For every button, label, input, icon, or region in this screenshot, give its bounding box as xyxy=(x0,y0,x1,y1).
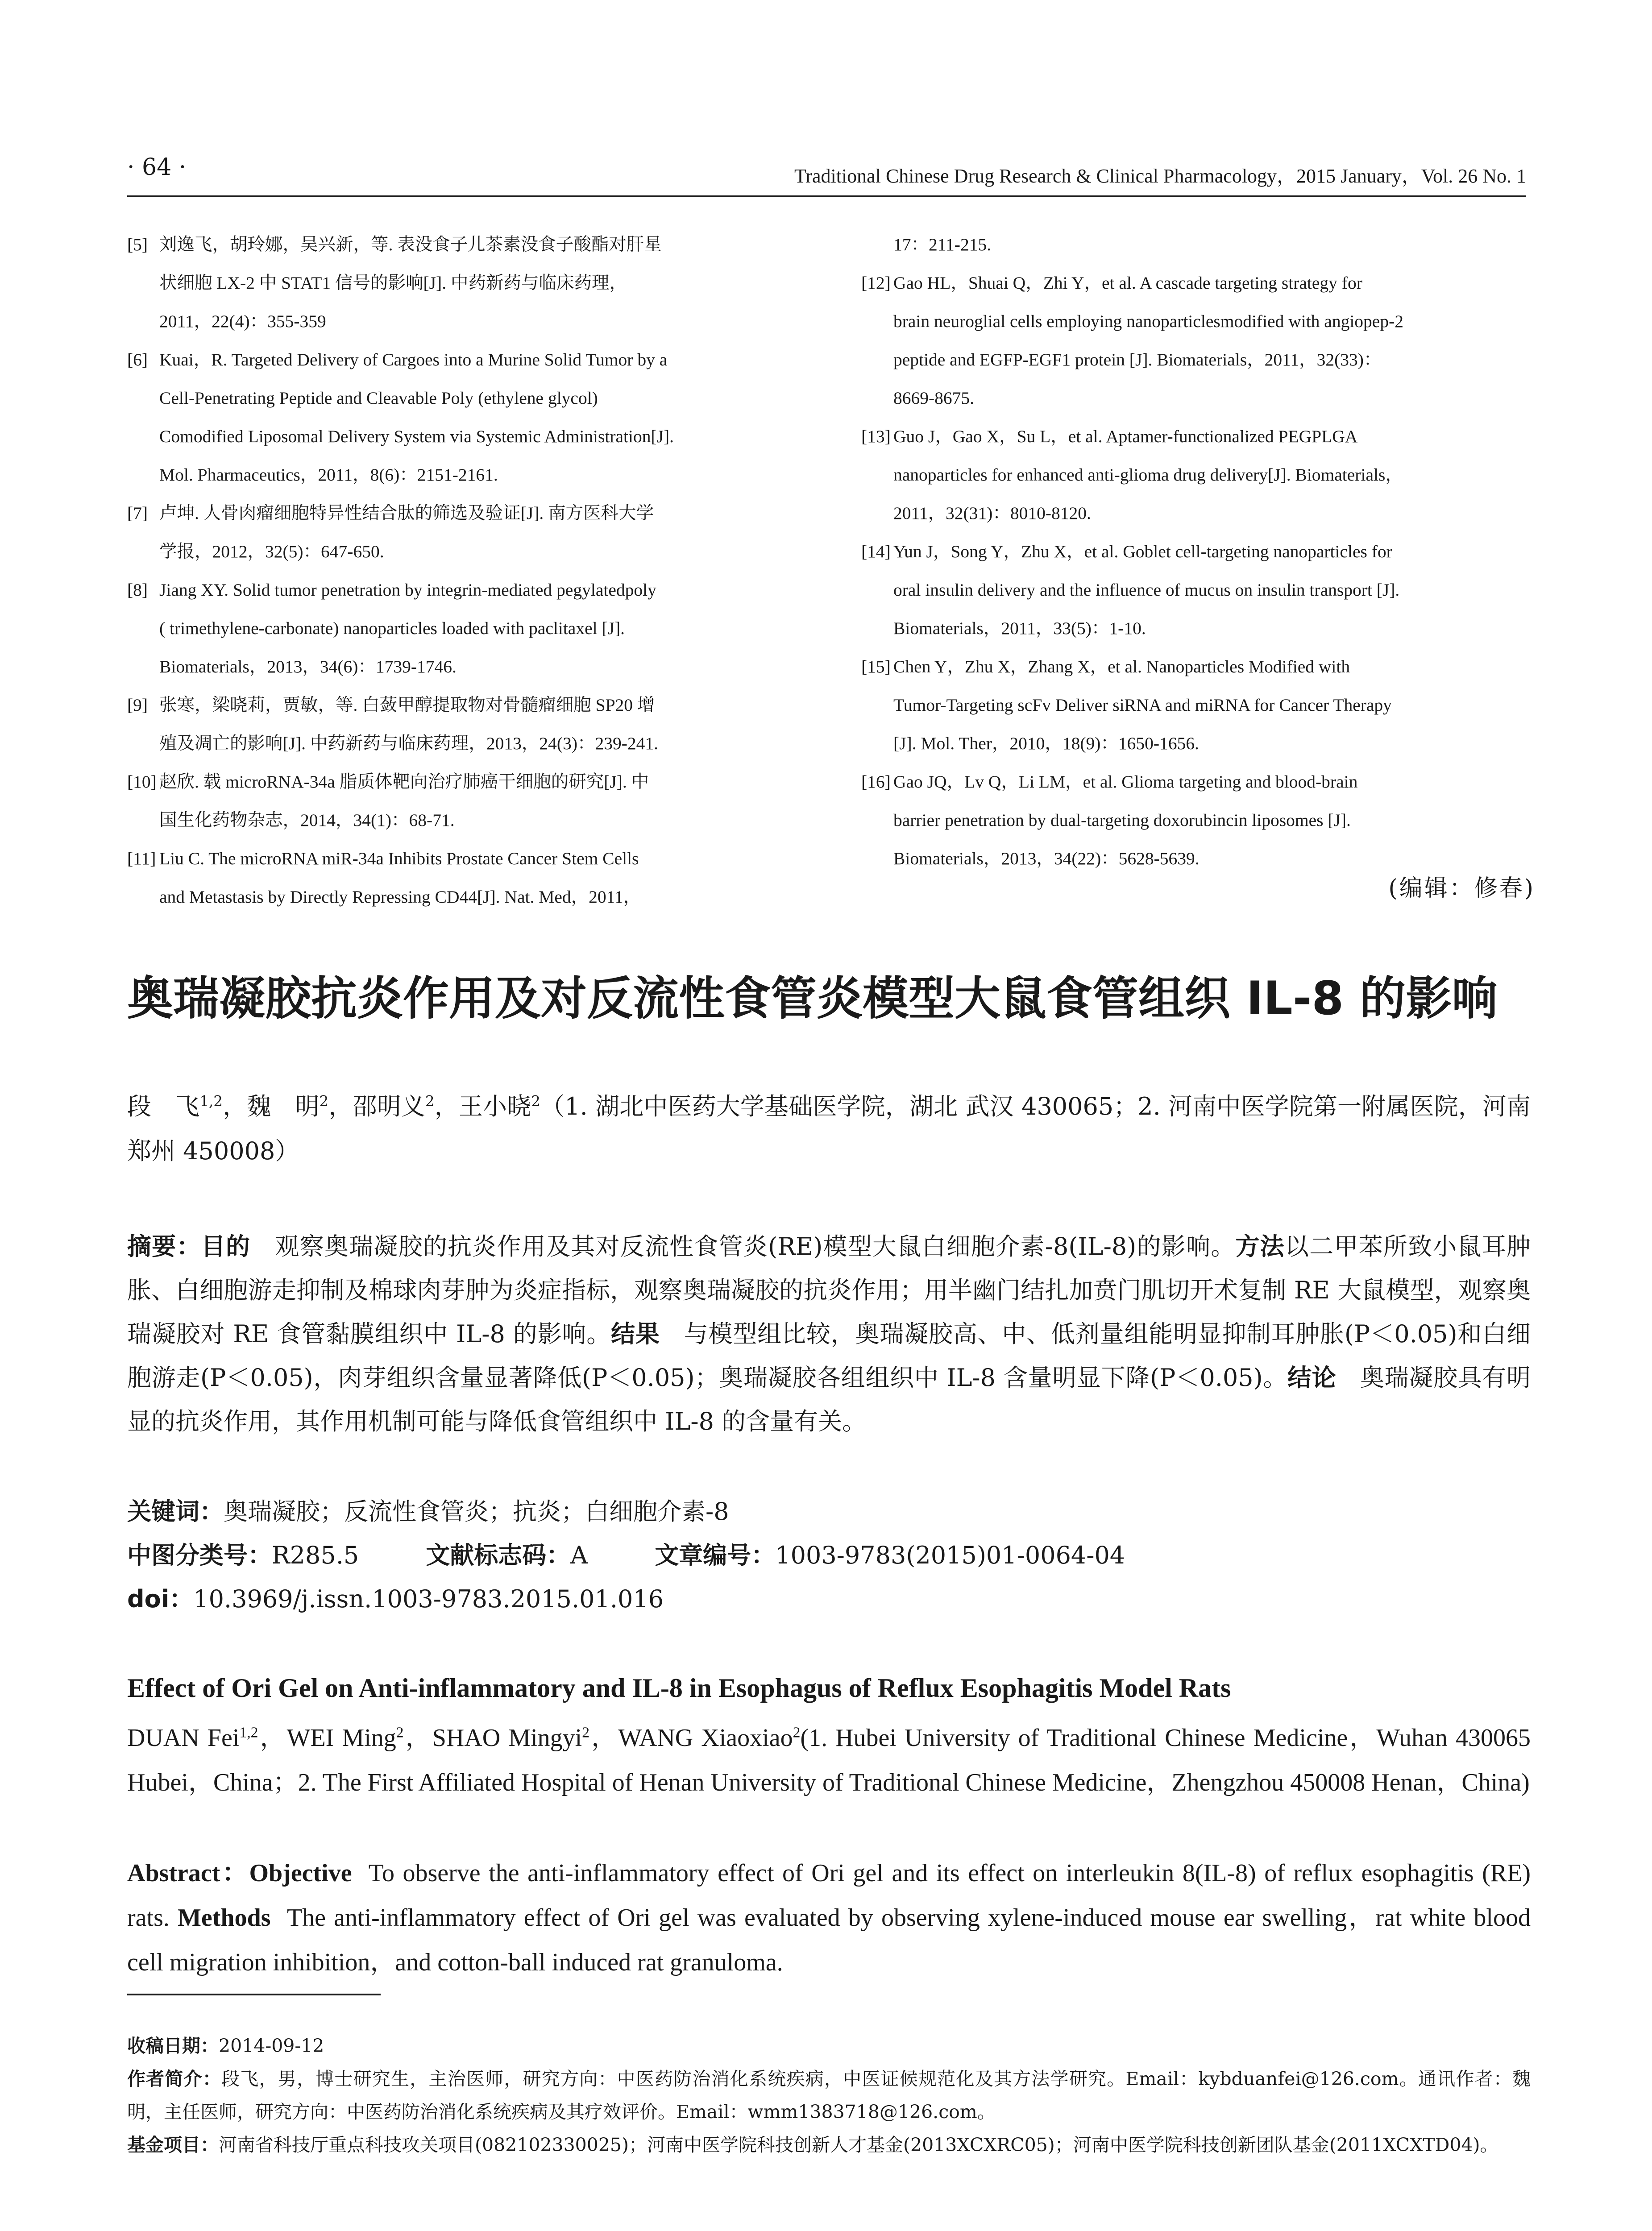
reference-item xyxy=(127,494,808,532)
reference-number xyxy=(127,647,159,686)
reference-text: Gao JQ，Lv Q，Li LM，et al. Glioma targeting and blood-brain xyxy=(893,772,1358,792)
reference-text: Gao HL，Shuai Q，Zhi Y，et al. A cascade targeting strategy for xyxy=(893,273,1362,293)
author-name: DUAN Fei xyxy=(127,1724,240,1752)
reference-text: 17：211-215. xyxy=(893,235,992,254)
reference-text: Cell-Penetrating Peptide and Cleavable Poly (ethylene glycol) xyxy=(159,388,598,408)
article-number-value: 1003-9783(2015)01-0064-04 xyxy=(775,1541,1125,1569)
page-number: · 64 · xyxy=(127,154,187,181)
reference-number: [9] xyxy=(127,695,148,715)
header-divider xyxy=(127,195,1526,197)
abstract-label-en: Abstract： xyxy=(127,1859,249,1887)
references-left-column xyxy=(127,225,808,916)
reference-line xyxy=(127,532,808,571)
reference-number xyxy=(127,417,159,456)
reference-text: 殖及凋亡的影响[J]. 中药新药与临床药理，2013，24(3)：239-241. xyxy=(159,734,659,753)
methods-label-en: Methods xyxy=(178,1904,271,1932)
reference-text: Tumor-Targeting scFv Deliver siRNA and miRNA for Cancer Therapy xyxy=(893,695,1392,715)
article-title-zh: 奥瑞凝胶抗炎作用及对反流性食管炎模型大鼠食管组织 IL-8 的影响 xyxy=(127,972,1498,1025)
reference-line xyxy=(127,302,808,340)
reference-number xyxy=(861,839,893,878)
methods-label: 方法 xyxy=(1235,1232,1285,1261)
reference-text: and Metastasis by Directly Repressing CD44[J]. Nat. Med，2011， xyxy=(159,887,641,907)
reference-text: Mol. Pharmaceutics，2011，8(6)：2151-2161. xyxy=(159,465,498,485)
article-number-label: 文章编号： xyxy=(655,1541,776,1569)
reference-text: 刘逸飞，胡玲娜，吴兴新，等. 表没食子儿茶素没食子酸酯对肝星 xyxy=(159,235,662,254)
reference-line xyxy=(861,225,1531,264)
reference-text: ( trimethylene-carbonate) nanoparticles loaded with paclitaxel [J]. xyxy=(159,618,625,638)
reference-number: [6] xyxy=(127,350,148,369)
authors-zh xyxy=(127,1084,1531,1174)
reference-text: 卢坤. 人骨肉瘤细胞特异性结合肽的筛选及验证[J]. 南方医科大学 xyxy=(159,503,654,523)
reference-number: [11] xyxy=(127,849,156,868)
reference-line xyxy=(861,340,1531,379)
clc-label: 中图分类号： xyxy=(127,1541,272,1569)
doi-label: doi： xyxy=(127,1585,194,1613)
reference-line xyxy=(861,801,1531,839)
reference-text: Jiang XY. Solid tumor penetration by integrin-mediated pegylatedpoly xyxy=(159,580,656,600)
reference-number xyxy=(861,571,893,609)
objective-label-en: Objective xyxy=(249,1859,352,1887)
author-name: ，邵明义 xyxy=(328,1092,425,1120)
reference-text: 2011，22(4)：355-359 xyxy=(159,311,326,331)
reference-number xyxy=(861,340,893,379)
reference-item xyxy=(127,225,808,264)
journal-header: Traditional Chinese Drug Research & Clinical Pharmacology，2015 January，Vol. 26 No. 1 xyxy=(794,165,1526,187)
reference-number xyxy=(127,532,159,571)
reference-text: Yun J，Song Y，Zhu X，et al. Goblet cell-targeting nanoparticles for xyxy=(893,542,1392,561)
keywords-label: 关键词： xyxy=(127,1497,224,1526)
reference-item xyxy=(861,532,1531,571)
reference-number xyxy=(127,724,159,763)
references-right-column xyxy=(861,225,1531,878)
reference-item xyxy=(861,264,1531,302)
reference-item xyxy=(127,763,808,801)
reference-text: 学报，2012，32(5)：647-650. xyxy=(159,542,384,561)
reference-text: Biomaterials，2013，34(6)：1739-1746. xyxy=(159,657,457,676)
reference-number: [12] xyxy=(861,273,891,293)
reference-number: [16] xyxy=(861,772,891,792)
reference-line xyxy=(861,571,1531,609)
reference-text: 2011，32(31)：8010-8120. xyxy=(893,503,1091,523)
reference-item xyxy=(127,571,808,609)
author-name: ，WEI Ming xyxy=(258,1724,396,1752)
reference-number xyxy=(861,302,893,340)
classification-line xyxy=(127,1534,1531,1577)
author-affil-mark: 2 xyxy=(396,1724,404,1741)
objective-text: 观察奥瑞凝胶的抗炎作用及其对反流性食管炎(RE)模型大鼠白细胞介素-8(IL-8)的影响。 xyxy=(275,1232,1236,1261)
affiliations-zh: （1. 湖北中医药大学基础医学院，湖北 武汉 430065；2. 河南中医学院第一附属医院，河南 郑州 450008） xyxy=(127,1092,1531,1165)
bio-label: 作者简介： xyxy=(127,2068,222,2090)
doi-value: 10.3969/j.issn.1003-9783.2015.01.016 xyxy=(193,1585,664,1613)
reference-number xyxy=(127,878,159,916)
reference-text: Biomaterials，2011，33(5)：1-10. xyxy=(893,618,1146,638)
doc-code-value: A xyxy=(570,1541,588,1569)
reference-text: Guo J，Gao X，Su L，et al. Aptamer-functionalized PEGPLGA xyxy=(893,427,1358,446)
reference-line xyxy=(861,379,1531,417)
fund-label: 基金项目： xyxy=(127,2134,219,2156)
conclusion-label: 结论 xyxy=(1287,1364,1337,1392)
reference-line xyxy=(127,647,808,686)
reference-line xyxy=(127,379,808,417)
reference-text: 赵欣. 载 microRNA-34a 脂质体靶向治疗肺癌干细胞的研究[J]. 中 xyxy=(159,772,649,792)
article-title-en: Effect of Ori Gel on Anti-inflammatory and IL-8 in Esophagus of Reflux Esophagitis Model Rats xyxy=(127,1673,1231,1703)
abstract-label: 摘要： xyxy=(127,1232,201,1261)
reference-line xyxy=(127,724,808,763)
author-affil-mark: 1,2 xyxy=(239,1724,258,1741)
reference-text: peptide and EGFP-EGF1 protein [J]. Biomaterials，2011，32(33)： xyxy=(893,350,1382,369)
reference-text: Chen Y，Zhu X，Zhang X，et al. Nanoparticles Modified with xyxy=(893,657,1350,676)
reference-line xyxy=(127,609,808,647)
reference-number xyxy=(861,456,893,494)
author-affil-mark: 2 xyxy=(531,1093,540,1110)
author-name: ，SHAO Mingyi xyxy=(403,1724,582,1752)
author-affil-mark: 2 xyxy=(793,1724,801,1741)
reference-text: Liu C. The microRNA miR-34a Inhibits Prostate Cancer Stem Cells xyxy=(159,849,639,868)
reference-item xyxy=(127,686,808,724)
objective-text-en: To observe the anti-inflammatory effect of Ori gel and its effect on interleukin 8(IL-8) of reflux esophagitis (RE) rats. xyxy=(127,1859,1531,1932)
author-name: ，魏 明 xyxy=(222,1092,320,1120)
authors-en xyxy=(127,1716,1531,1805)
reference-line xyxy=(127,878,808,916)
abstract-zh xyxy=(127,1225,1531,1443)
reference-line xyxy=(861,456,1531,494)
funding xyxy=(127,2128,1531,2161)
reference-text: barrier penetration by dual-targeting doxorubincin liposomes [J]. xyxy=(893,810,1351,830)
reference-text: oral insulin delivery and the influence of mucus on insulin transport [J]. xyxy=(893,580,1400,600)
author-affil-mark: 2 xyxy=(319,1093,329,1110)
reference-number xyxy=(861,379,893,417)
doc-code-label: 文献标志码： xyxy=(426,1541,571,1569)
objective-label: 目的 xyxy=(201,1232,251,1261)
reference-number: [10] xyxy=(127,772,157,792)
methods-text: 以二甲苯所致小鼠耳肿胀、白细胞游走抑制及棉球肉芽肿为炎症指标，观察奥瑞凝胶的抗炎作用；用半幽门结扎加贲门肌切开术复制 RE 大鼠模型，观察奥瑞凝胶对 RE 食管黏膜组织中 IL-8 的影响。 xyxy=(127,1232,1531,1348)
reference-text: 8669-8675. xyxy=(893,388,975,408)
reference-number xyxy=(127,302,159,340)
reference-item xyxy=(127,340,808,379)
results-text: 与模型组比较，奥瑞凝胶高、中、低剂量组能明显抑制耳肿胀(P＜0.05)和白细胞游走(P＜0.05)，肉芽组织含量显著降低(P＜0.05)；奥瑞凝胶各组组织中 IL-8 含量明显下降(P＜0.05)。 xyxy=(127,1320,1531,1392)
reference-item xyxy=(127,839,808,878)
reference-number: [14] xyxy=(861,542,891,561)
author-name: ，王小晓 xyxy=(434,1092,531,1120)
author-bio xyxy=(127,2062,1531,2128)
reference-number: [8] xyxy=(127,580,148,600)
author-affil-mark: 2 xyxy=(582,1724,590,1741)
reference-number xyxy=(127,456,159,494)
reference-number xyxy=(127,801,159,839)
reference-line xyxy=(861,724,1531,763)
reference-number xyxy=(861,494,893,532)
received-date xyxy=(127,2029,1531,2062)
footnotes xyxy=(127,2029,1531,2161)
results-label: 结果 xyxy=(611,1320,660,1348)
reference-text: brain neuroglial cells employing nanoparticlesmodified with angiopep-2 xyxy=(893,311,1403,331)
reference-number xyxy=(127,609,159,647)
reference-item xyxy=(861,647,1531,686)
reference-number xyxy=(861,686,893,724)
reference-line xyxy=(127,264,808,302)
reference-text: Biomaterials，2013，34(22)：5628-5639. xyxy=(893,849,1200,868)
bio-value: 段飞，男，博士研究生，主治医师，研究方向：中医药防治消化系统疾病，中医证候规范化及其方法学研究。Email：kybduanfei@126.com。通讯作者：魏明，主任医师，研究方向：中医药防治消化系统疾病及其疗效评价。Email：wmm1383718@126.com。 xyxy=(127,2068,1531,2123)
reference-number xyxy=(127,379,159,417)
reference-number: [15] xyxy=(861,657,891,676)
reference-text: nanoparticles for enhanced anti-glioma drug delivery[J]. Biomaterials， xyxy=(893,465,1403,485)
author-affil-mark: 1,2 xyxy=(199,1093,223,1110)
reference-text: 国生化药物杂志，2014，34(1)：68-71. xyxy=(159,810,455,830)
reference-text: [J]. Mol. Ther，2010，18(9)：1650-1656. xyxy=(893,734,1199,753)
reference-number xyxy=(861,225,893,264)
author-affil-mark: 2 xyxy=(425,1093,435,1110)
reference-line xyxy=(861,686,1531,724)
reference-line xyxy=(861,302,1531,340)
reference-number: [13] xyxy=(861,427,891,446)
author-name: 段 飞 xyxy=(127,1092,200,1120)
footnote-divider xyxy=(127,1994,381,1995)
reference-line xyxy=(861,609,1531,647)
reference-number xyxy=(861,801,893,839)
fund-value: 河南省科技厅重点科技攻关项目(082102330025)；河南中医学院科技创新人才基金(2013XCXRC05)；河南中医学院科技创新团队基金(2011XCXTD04)。 xyxy=(219,2134,1498,2156)
editor-note: (编辑：修春) xyxy=(1388,875,1535,902)
author-name: ，WANG Xiaoxiao xyxy=(589,1724,793,1752)
reference-number: [5] xyxy=(127,235,148,254)
clc-value: R285.5 xyxy=(272,1541,359,1569)
received-label: 收稿日期： xyxy=(127,2035,219,2057)
reference-item xyxy=(861,417,1531,456)
keywords-zh xyxy=(127,1490,1531,1534)
reference-number xyxy=(861,724,893,763)
abstract-en xyxy=(127,1851,1531,1985)
reference-line xyxy=(127,456,808,494)
reference-line xyxy=(127,801,808,839)
conclusion-text: 奥瑞凝胶具有明显的抗炎作用，其作用机制可能与降低食管组织中 IL-8 的含量有关。 xyxy=(127,1364,1531,1435)
reference-number: [7] xyxy=(127,503,148,523)
keywords-value: 奥瑞凝胶；反流性食管炎；抗炎；白细胞介素-8 xyxy=(224,1497,729,1526)
reference-text: Kuai，R. Targeted Delivery of Cargoes into a Murine Solid Tumor by a xyxy=(159,350,668,369)
reference-number xyxy=(127,264,159,302)
reference-number xyxy=(861,609,893,647)
reference-text: Comodified Liposomal Delivery System via Systemic Administration[J]. xyxy=(159,427,674,446)
reference-text: 状细胞 LX-2 中 STAT1 信号的影响[J]. 中药新药与临床药理， xyxy=(159,273,627,293)
methods-text-en: The anti-inflammatory effect of Ori gel was evaluated by observing xylene-induced mouse ear swelling，rat white blood cell migration inhibition，and cotton-ball induced rat granuloma. xyxy=(127,1904,1531,1976)
reference-line xyxy=(861,494,1531,532)
received-value: 2014-09-12 xyxy=(219,2035,324,2057)
doi-line xyxy=(127,1577,1531,1621)
affiliations-en: (1. Hubei University of Traditional Chinese Medicine，Wuhan 430065 Hubei，China；2. The First Affiliated Hospital of Henan University of Traditional Chinese Medicine，Zhengzhou 450008 Henan，China) xyxy=(127,1724,1531,1796)
reference-item xyxy=(861,763,1531,801)
reference-line xyxy=(127,417,808,456)
reference-text: 张寒，梁晓莉，贾敏，等. 白蔹甲醇提取物对骨髓瘤细胞 SP20 增 xyxy=(159,695,655,715)
